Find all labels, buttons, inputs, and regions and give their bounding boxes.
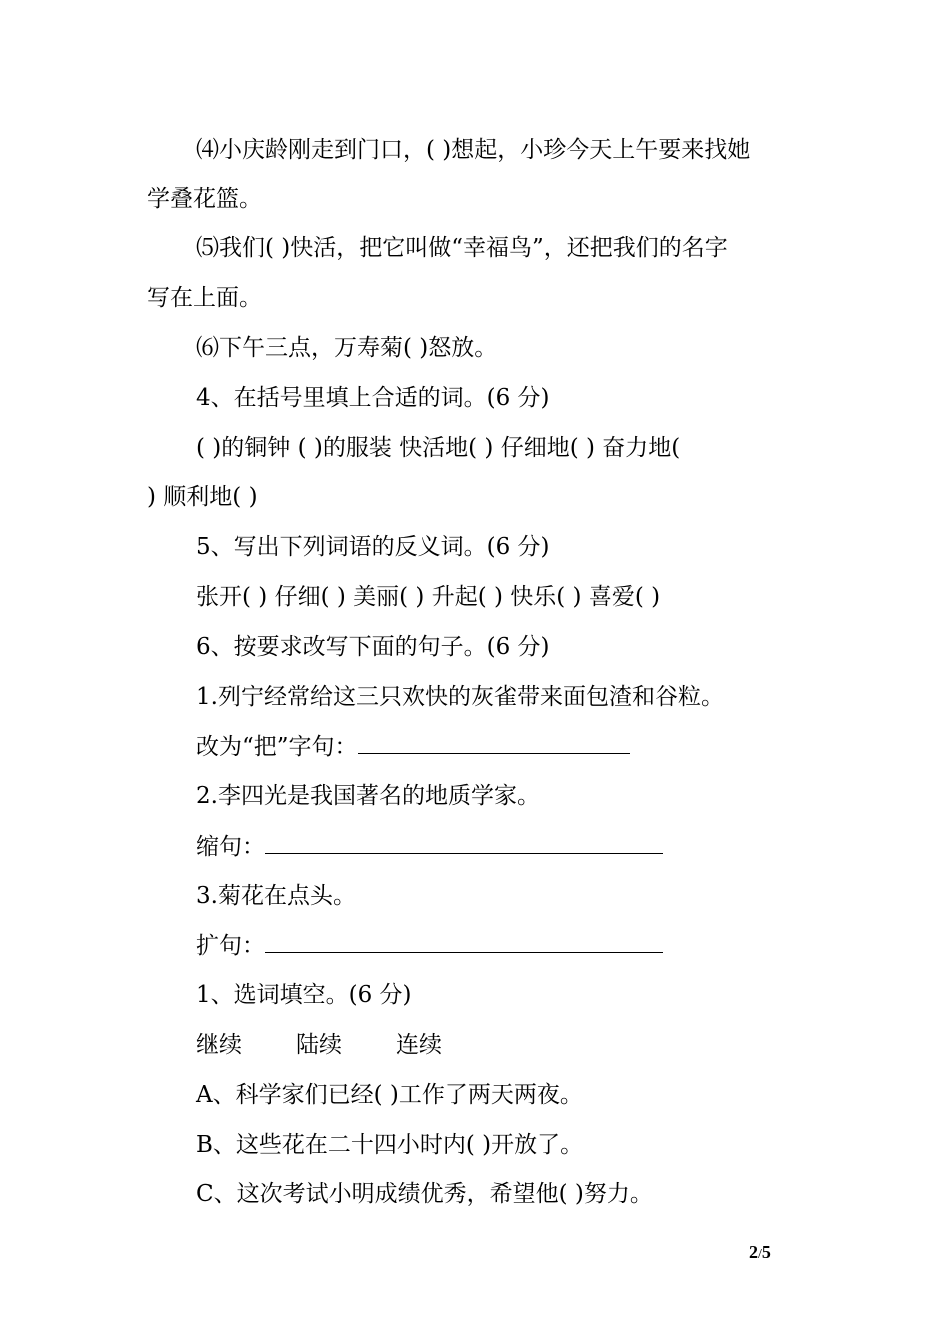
question-4-line-1: ⑷小庆龄刚走到门口，( )想起，小珍今天上午要来找她 [196,137,751,163]
page-number [749,1242,771,1263]
answer-label: 改为“把”字句： [196,734,358,760]
answer-blank[interactable] [265,831,663,854]
page-total: 5 [761,1242,771,1262]
section-6-answer-3 [196,930,806,961]
section-6-answer-1 [196,731,806,762]
word-choices [196,1030,806,1060]
section-5-line: 张开( ) 仔细( ) 美丽( ) 升起( ) 快乐( ) 喜爱( ) [196,584,661,610]
answer-blank[interactable] [358,731,630,754]
section-5-title: 5、写出下列词语的反义词。(6 分) [196,534,550,560]
answer-label: 缩句： [196,834,265,860]
question-5-line-2: 写在上面。 [147,285,262,311]
word-choice: 连续 [396,1032,442,1058]
page-current: 2 [749,1242,758,1262]
section-1-item-c: C、这次考试小明成绩优秀，希望他( )努力。 [196,1181,653,1207]
section-1-title: 1、选词填空。(6 分) [196,982,412,1008]
question-6-line: ⑹下午三点，万寿菊( )怒放。 [196,335,498,361]
section-4-line-2: ) 顺利地( ) [147,484,258,510]
answer-blank[interactable] [265,930,663,953]
word-choice: 继续 [196,1032,242,1058]
section-1-item-b: B、这些花在二十四小时内( )开放了。 [196,1132,584,1158]
section-1-item-a: A、科学家们已经( )工作了两天两夜。 [196,1082,583,1108]
section-6-answer-2 [196,831,806,862]
section-6-title: 6、按要求改写下面的句子。(6 分) [196,634,550,660]
section-4-line-1: ( )的铜钟 ( )的服装 快活地( ) 仔细地( ) 奋力地( [196,435,681,461]
section-6-sentence-1: 1.列宁经常给这三只欢快的灰雀带来面包渣和谷粒。 [196,684,724,710]
word-choice: 陆续 [296,1032,342,1058]
answer-label: 扩句： [196,933,265,959]
section-6-sentence-2: 2.李四光是我国著名的地质学家。 [196,783,540,809]
page-separator: / [758,1247,762,1262]
question-5-line-1: ⑸我们( )快活，把它叫做“幸福鸟”，还把我们的名字 [196,235,728,261]
question-4-line-2: 学叠花篮。 [147,186,262,212]
section-6-sentence-3: 3.菊花在点头。 [196,883,356,909]
section-4-title: 4、在括号里填上合适的词。(6 分) [196,385,550,411]
